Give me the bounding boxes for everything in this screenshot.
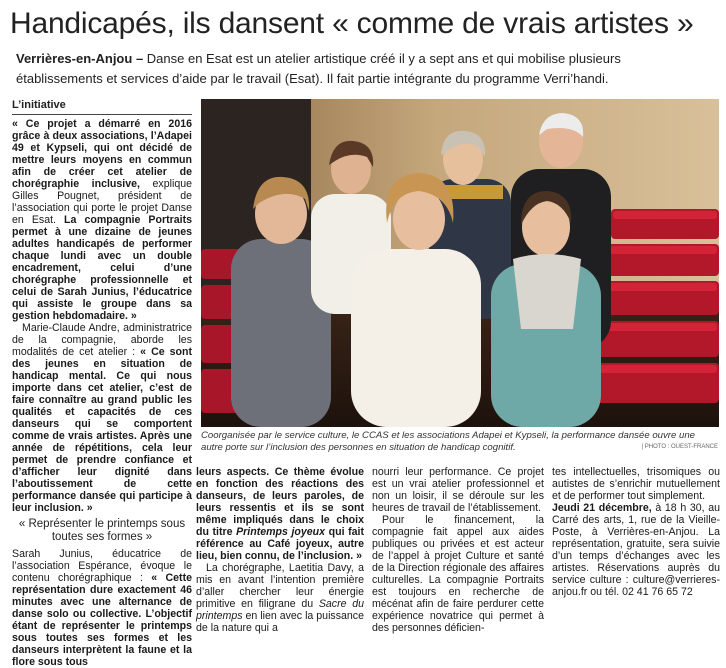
title-sacre-du-printemps: Sacre du printemps — [196, 598, 364, 622]
lead-text-2: établissements et services d’aide par le travail (Esat). Il fait partie intégrante du programme Verri’handi. — [16, 71, 609, 86]
lead-dash: – — [132, 51, 147, 66]
subheading: « Représenter le printemps sous toutes ses formes » — [18, 518, 186, 543]
quote-modalites: « Ce sont des jeunes en situation de handicap mental. Ce qui nous importe dans cet atelier, c’est de faire connaître au grand public les qualités et capacités de ces danseurs qui se comportent comme de vrais artistes. Après une année de répétitions, cela leur permet de prendre confiance et d’afficher leur dignité dans l’aboutissement de cette performance dansée qui participe à leur inclusion. » — [12, 346, 192, 514]
paragraph-inclusion: tes intellectuelles, trisomiques ou autistes de s’enrichir mutuellement et de performer tout simplement. — [552, 466, 720, 502]
quote-sarah: « Cette représentation dure exactement 46 minutes avec une alternance de danse solo ou collective. L’objectif étant de représenter le printemps sous toutes ses formes et les danseurs interprètent la faune et la flore sous tous — [12, 572, 192, 668]
group-photo — [201, 99, 719, 427]
article-column-1 — [12, 118, 192, 668]
quote-theme: leurs aspects. Ce thème évolue en fonction des réactions des danseurs, de leurs paroles, de leurs ressentis et ils se sont même impliqués dans le choix du titre — [196, 466, 364, 538]
lead-place: Verrières-en-Anjou — [16, 51, 133, 66]
event-date: Jeudi 21 décembre, — [552, 502, 652, 514]
photo-caption: Coorganisée par le service culture, le CCAS et les associations Adapei et Kypseli, la performance dansée ouvre une autre porte sur l’inclusion des personnes en situation de handicap cognitif. — [201, 430, 695, 453]
quote-intro: « Ce projet a démarré en 2016 grâce à deux associations, l’Adapei 49 et Kypseli, qui ont décidé de mettre leurs moyens en commun afin de créer cet atelier de chorégraphie inclusive, — [12, 118, 192, 190]
paragraph-atelier: nourri leur performance. Ce projet est un vrai atelier professionnel et non un loisir, il se déroule sur les heures de travail de l’établissement. — [372, 466, 544, 514]
paragraph-financement: Pour le financement, la compagnie fait appel aux aides publiques ou privées et est acteur de l’appel à projet Culture et santé de la Direction régionale des affaires culturelles. La compagnie Portraits est toujours en recherche de mécénat afin de faire perdurer cette expérience novatrice qui permet à des personnes déficien- — [372, 514, 544, 634]
paragraph-choregraphe-end: en lien avec la puissance de la nature qui a — [196, 610, 364, 634]
quote-theme-end: qui fait référence au Café joyeux, autre lieu, bien connu, de l’inclusion. » — [196, 526, 364, 562]
article-column-2 — [196, 466, 364, 634]
section-kicker: L’initiative — [12, 99, 192, 115]
paragraph-sarah: Sarah Junius, éducatrice de l’association Espérance, évoque le contenu chorégraphique : — [12, 548, 192, 584]
headline: Handicapés, ils dansent « comme de vrais artistes » — [10, 7, 694, 40]
article-column-4 — [552, 466, 720, 598]
event-details: à 18 h 30, au Carré des arts, 1, rue de la Vieille-Poste, à Verrières-en-Anjou. La représentation, gratuite, sera suivie d’un temps d’échanges avec les artistes. Réservations auprès du service culture : culture@verrieres-anjou.fr ou tél. 02 41 76 65 72 — [552, 502, 720, 598]
lead-text-1: Danse en Esat est un atelier artistique créé il y a sept ans et qui mobilise plusieurs — [146, 51, 621, 66]
quote-continuation: La compagnie Portraits permet à une dizaine de jeunes adultes handicapés de performer chaque lundi avec un double encadrement, celui d’une chorégraphe professionnelle et celui de Sarah Junius, l’éducatrice qui assiste le groupe dans sa gestion hebdomadaire. » — [12, 214, 192, 322]
photo-credit: | PHOTO : OUEST-FRANCE — [641, 444, 718, 450]
lead-paragraph — [16, 49, 722, 89]
article-column-3 — [372, 466, 544, 634]
title-printemps-joyeux: Printemps joyeux — [232, 526, 326, 538]
quote-attribution: explique Gilles Pougnet, président de l’association qui porte le projet Danse en Esat. — [12, 178, 192, 226]
photo-illustration — [201, 99, 719, 427]
paragraph-choregraphe: La chorégraphe, Laetitia Davy, a mis en avant l’intention première d’aller chercher leur énergie primitive en filigrane du — [196, 562, 364, 610]
paragraph-modalites: Marie-Claude Andre, administratrice de la compagnie, aborde les modalités de cet atelier : — [12, 322, 192, 358]
